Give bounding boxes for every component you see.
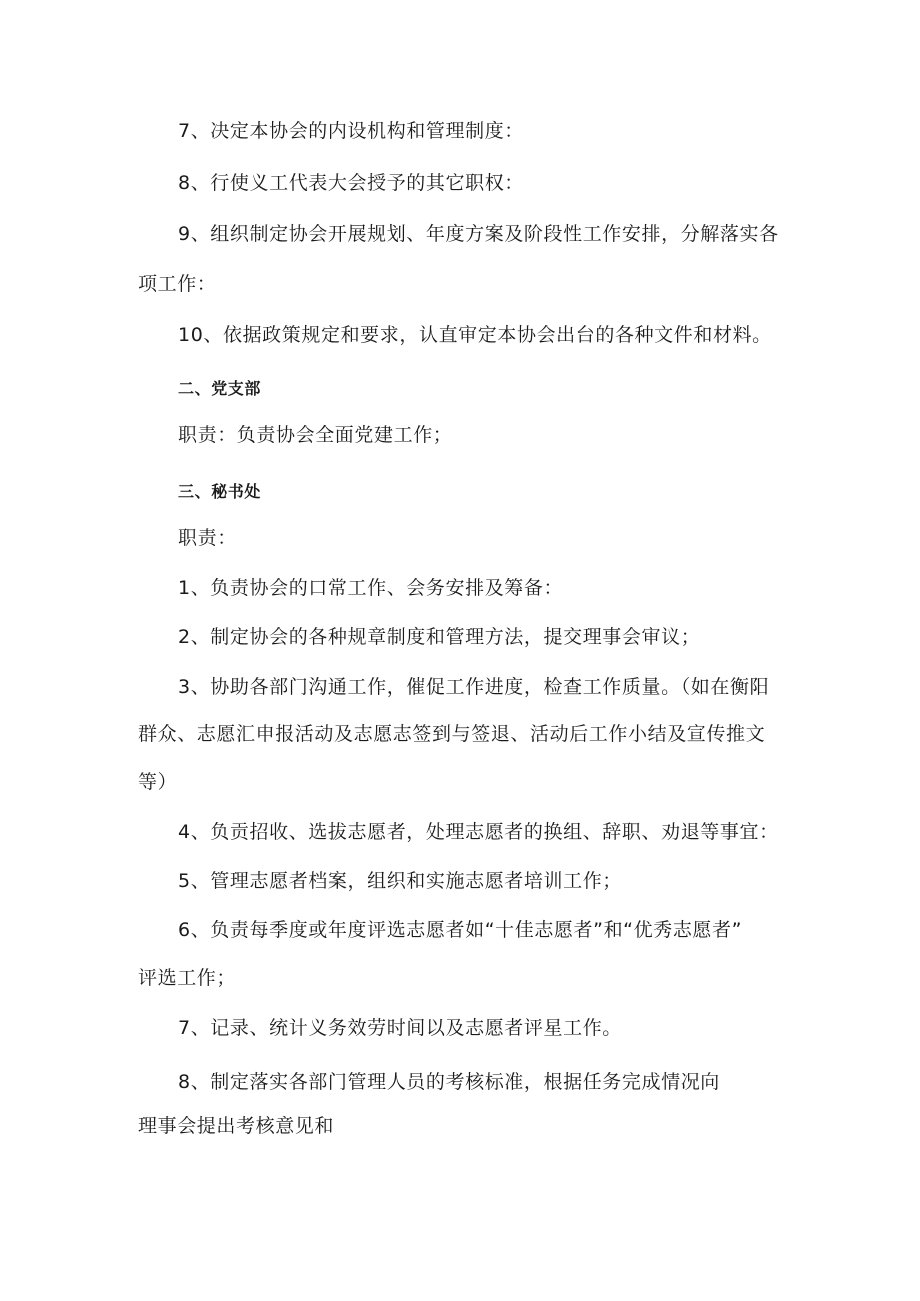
text-line: 职责： <box>178 527 237 549</box>
text-line: 7、记录、统计义务效劳时间以及志愿者评星工作。 <box>178 1017 622 1039</box>
text-line: 7、决定本协会的内设机构和管理制度： <box>178 120 524 142</box>
text-line: 2、制定协会的各种规章制度和管理方法，提交理事会审议； <box>178 626 701 648</box>
text-line: 3、协助各部门沟通工作，催促工作进度，检查工作质量。（如在衡阳 <box>178 676 770 698</box>
text-line: 9、组织制定协会开展规划、年度方案及阶段性工作安排，分解落实各 <box>178 223 779 245</box>
text-line: 4、负贡招收、选拔志愿者，处理志愿者的换组、辞职、劝退等事宜： <box>178 821 779 843</box>
text-line: 职责：负责协会全面党建工作； <box>178 424 453 446</box>
text-line: 8、行使义工代表大会授予的其它职权： <box>178 172 524 194</box>
text-line: 10、依据政策规定和要求，认直审定本协会出台的各种文件和材料。 <box>178 324 772 346</box>
text-line: 项工作： <box>138 273 217 295</box>
text-line: 1、负责协会的口常工作、会务安排及筹备： <box>178 577 564 599</box>
section-heading: 三、秘书处 <box>178 482 262 501</box>
text-line: 评选工作； <box>138 967 237 989</box>
text-line: 5、管理志愿者档案，组织和实施志愿者培训工作； <box>178 870 622 892</box>
text-line: 8、制定落实各部门管理人员的考核标准，根据任务完成情况向 <box>178 1071 720 1093</box>
text-line: 6、负责每季度或年度评选志愿者如“十佳志愿者”和“优秀志愿者” <box>178 919 743 941</box>
text-line: 等） <box>138 771 178 793</box>
section-heading: 二、党支部 <box>178 379 262 398</box>
text-line: 理事会提出考核意见和 <box>138 1115 335 1137</box>
text-line: 群众、志愿汇申报活动及志愿志签到与签退、活动后工作小结及宣传推文 <box>138 723 766 745</box>
